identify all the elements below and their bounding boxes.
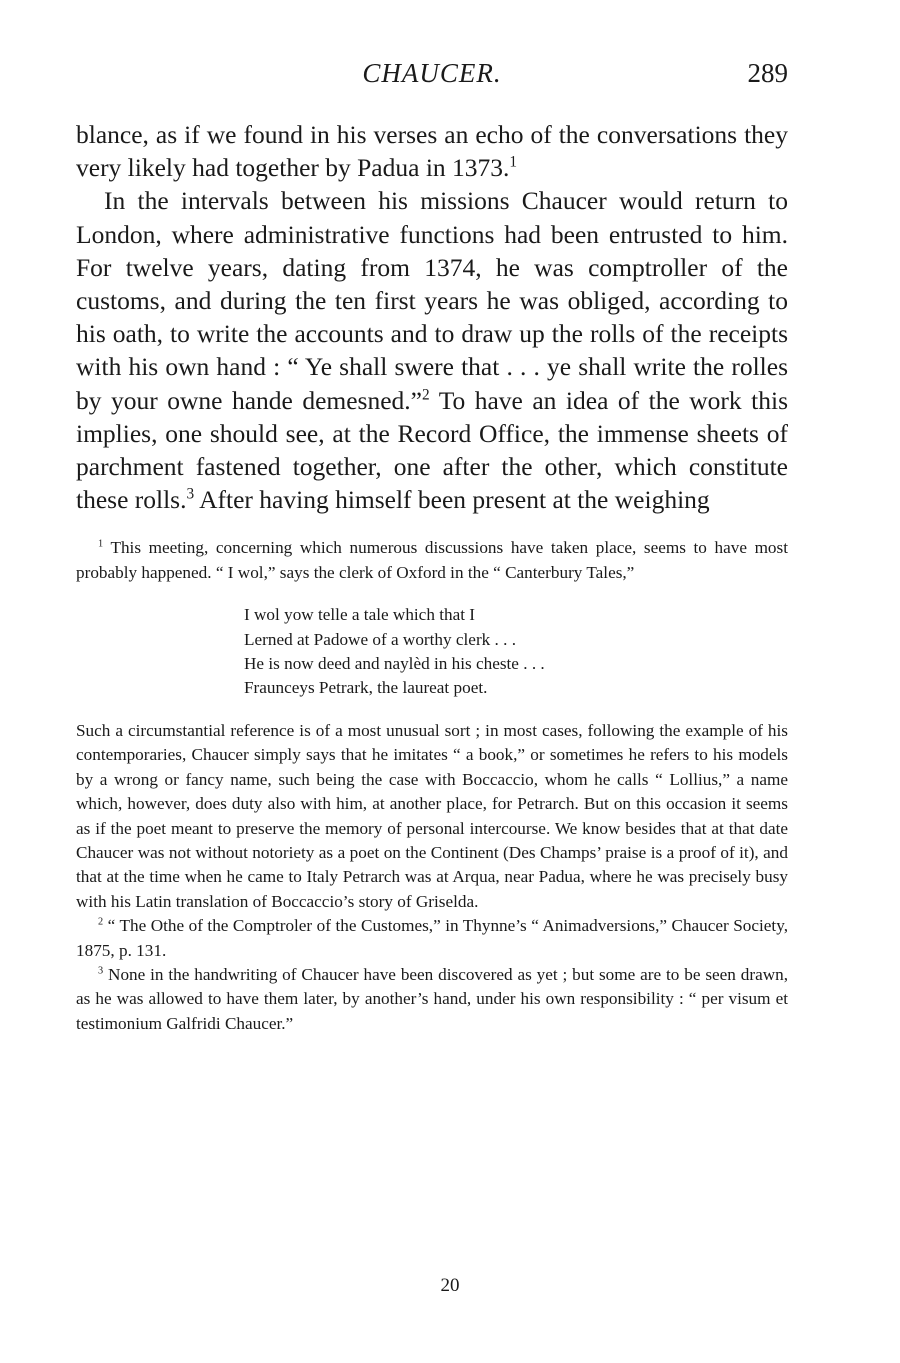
footnote-3 xyxy=(76,963,788,1036)
running-title: CHAUCER. xyxy=(362,58,502,88)
footnote-1-continued: Such a circumstantial reference is of a most unusual sort ; in most cases, following the example of his contemporaries, Chaucer simply says that he imitates “ a book,” or sometimes he refers to his models by a wrong or fancy name, such being the case with Boccaccio, whom he calls “ Lollius,” a name which, however, does duty also with him, at another place, for Petrarch. But on this occasion it seems as if the poet meant to preserve the memory of personal intercourse. We know besides that at that date Chaucer was not without notoriety as a poet on the Continent (Des Champs’ praise is a proof of it), and that at the time when he came to Italy Petrarch was at Arqua, near Padua, where he was precisely busy with his Latin translation of Boccaccio’s story of Griselda. xyxy=(76,720,788,911)
page-number: 289 xyxy=(747,58,788,88)
footnote-marker: 3 xyxy=(98,965,104,977)
footnote-marker: 2 xyxy=(98,916,104,928)
footnote-ref: 2 xyxy=(422,386,430,404)
running-head xyxy=(76,58,788,98)
body-text xyxy=(76,118,788,516)
paragraph-text: blance, as if we found in his verses an echo of the conversations they very likely had together by Padua in 1373. xyxy=(76,120,788,183)
verse-quotation xyxy=(244,603,788,701)
verse-line: I wol yow telle a tale which that I xyxy=(244,605,475,625)
verse-line: He is now deed and naylèd in his cheste . . . xyxy=(244,654,545,674)
footnote-text: None in the handwriting of Chaucer have been discovered as yet ; but some are to be seen drawn, as he was allowed to have them later, by another’s hand, under his own responsibility : “ per visum et testimonium Galfridi Chaucer.” xyxy=(76,964,788,1033)
paragraph-text: In the intervals between his missions Chaucer would return to London, where administrative functions had been entrusted to him. For twelve years, dating from 1374, he was comptroller of the customs, and during the ten first years he was obliged, according to his oath, to write the accounts and to draw up the rolls of the receipts with his own hand : “ Ye shall swere that . . . ye shall write the rolles by your owne hande demesned.” xyxy=(76,186,788,415)
verse-line: Fraunceys Petrark, the laureat poet. xyxy=(244,678,488,698)
footnote-text: “ The Othe of the Comptroler of the Customes,” in Thynne’s “ Animadversions,” Chaucer Society, 1875, p. 131. xyxy=(76,916,788,960)
footnote-marker: 1 xyxy=(98,538,104,550)
footnote-ref: 1 xyxy=(509,153,518,171)
footnote-1 xyxy=(76,536,788,585)
footnote-text: This meeting, concerning which numerous discussions have taken place, seems to have most probably happened. “ I wol,” says the clerk of Oxford in the “ Canterbury Tales,” xyxy=(76,538,788,582)
paragraph xyxy=(76,184,788,516)
page xyxy=(76,58,788,1036)
footnote-2 xyxy=(76,914,788,963)
footnotes xyxy=(76,536,788,1036)
paragraph-text: After having himself been present at the weighing xyxy=(194,485,710,515)
paragraph-text: To have an idea of the work this implies, one should see, at the Record Office, the immense sheets of parchment fastened together, one after the other, which constitute these rolls. xyxy=(76,385,788,515)
signature-mark: 20 xyxy=(440,1275,460,1296)
paragraph-continued xyxy=(76,118,788,184)
footnote-ref: 3 xyxy=(186,485,195,503)
verse-line: Lerned at Padowe of a worthy clerk . . . xyxy=(244,629,517,649)
